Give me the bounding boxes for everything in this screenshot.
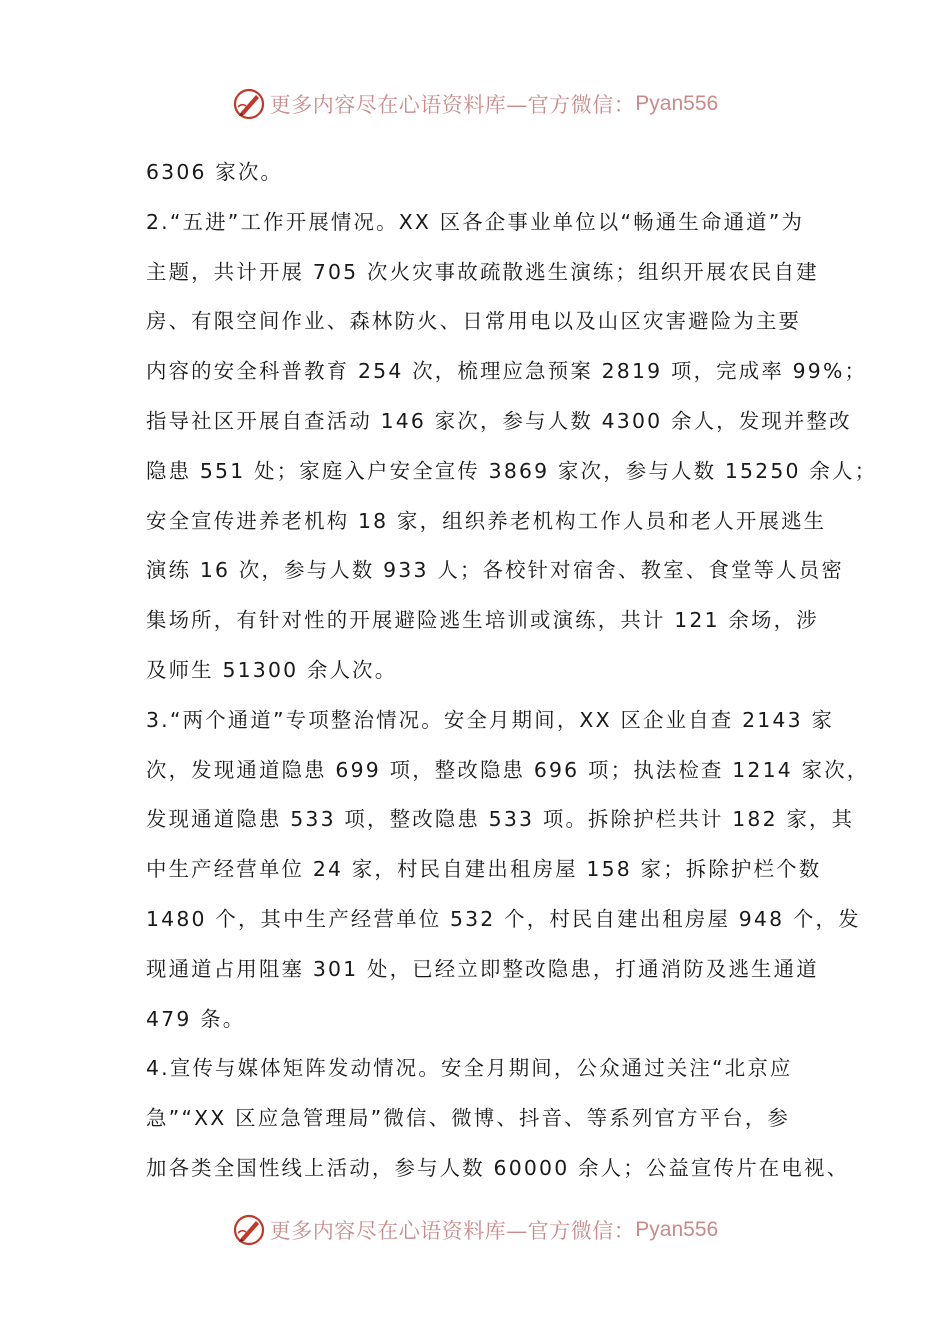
pen-logo-icon <box>232 1213 266 1247</box>
body-line: 6306 家次。 <box>146 160 284 184</box>
body-line: 安全宣传进养老机构 18 家，组织养老机构工作人员和老人开展逃生 <box>146 508 827 533</box>
header-banner-text: 更多内容尽在心语资料库—官方微信： <box>269 93 636 117</box>
pen-logo-icon <box>232 87 266 121</box>
body-line: 现通道占用阻塞 301 处，已经立即整改隐患，打通消防及逃生通道 <box>146 956 819 981</box>
body-line: 主题，共计开展 705 次火灾事故疏散逃生演练；组织开展农民自建 <box>146 259 819 284</box>
body-line: 隐患 551 处；家庭入户安全宣传 3869 家次，参与人数 15250 余人； <box>146 458 878 483</box>
body-line: 及师生 51300 余人次。 <box>146 657 398 682</box>
body-line: 发现通道隐患 533 项，整改隐患 533 项。拆除护栏共计 182 家，其 <box>146 807 855 832</box>
footer-banner-text: 更多内容尽在心语资料库—官方微信： <box>269 1219 636 1243</box>
body-line: 1480 个，其中生产经营单位 532 个，村民自建出租房屋 948 个，发 <box>146 906 861 931</box>
body-line: 3.“两个通道”专项整治情况。安全月期间，XX 区企业自查 2143 家 <box>146 707 835 732</box>
header-watermark-banner <box>0 84 950 124</box>
body-line: 集场所，有针对性的开展避险逃生培训或演练，共计 121 余场，涉 <box>146 608 819 633</box>
body-line: 4.宣传与媒体矩阵发动情况。安全月期间，公众通过关注“北京应 <box>146 1056 793 1081</box>
body-line: 急”“XX 区应急管理局”微信、微博、抖音、等系列官方平台，参 <box>146 1106 791 1131</box>
body-line: 房、有限空间作业、森林防火、日常用电以及山区灾害避险为主要 <box>146 309 802 334</box>
body-line: 加各类全国性线上活动，参与人数 60000 余人；公益宣传片在电视、 <box>146 1155 850 1180</box>
body-line: 次，发现通道隐患 699 项，整改隐患 696 项；执法检查 1214 家次， <box>146 757 870 782</box>
body-line: 指导社区开展自查活动 146 家次，参与人数 4300 余人，发现并整改 <box>146 408 852 433</box>
body-line: 演练 16 次，参与人数 933 人；各校针对宿舍、教室、食堂等人员密 <box>146 558 844 583</box>
document-body <box>146 148 878 1194</box>
body-line: 2.“五进”工作开展情况。XX 区各企事业单位以“畅通生命通道”为 <box>146 209 805 234</box>
footer-banner-wechat-id: Pyan556 <box>635 1218 719 1241</box>
header-banner-wechat-id: Pyan556 <box>635 92 719 115</box>
footer-watermark-banner <box>0 1210 950 1250</box>
body-line: 内容的安全科普教育 254 次，梳理应急预案 2819 项，完成率 99%； <box>146 359 868 384</box>
body-line: 中生产经营单位 24 家，村民自建出租房屋 158 家；拆除护栏个数 <box>146 857 822 882</box>
body-line: 479 条。 <box>146 1006 246 1031</box>
